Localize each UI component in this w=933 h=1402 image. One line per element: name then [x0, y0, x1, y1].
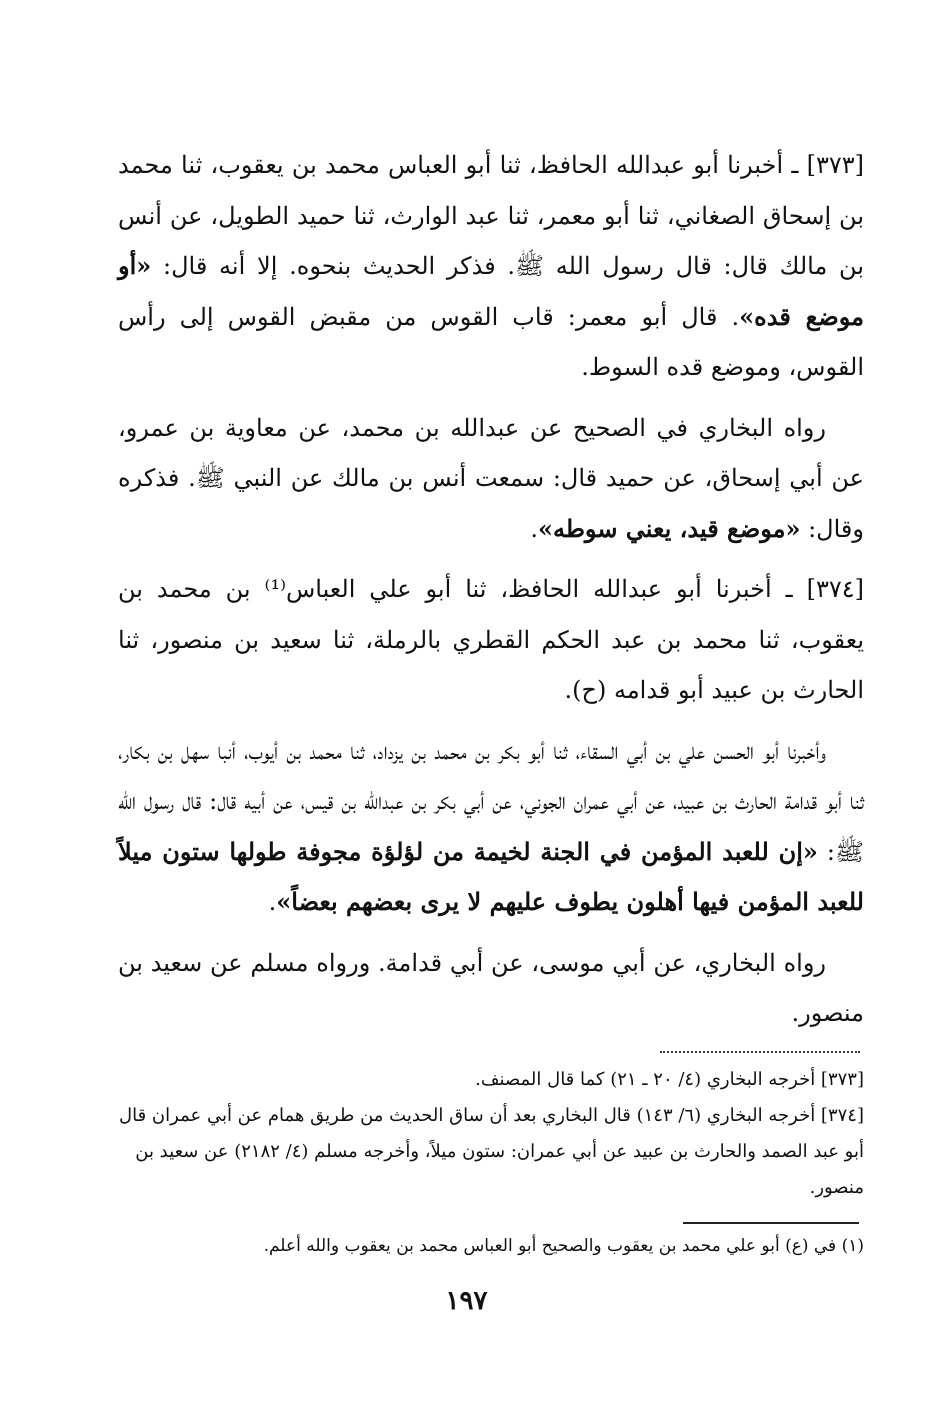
paragraph-p-akhbarana — [118, 726, 864, 928]
text-run: [٣٧٣] ـ أخبرنا أبو عبدالله الحافظ، ثنا أبو العباس محمد بن يعقوب، ثنا محمد بن إسحاق الصغاني، ثنا أبو معمر، ثنا عبد الوارث، ثنا حميد الطويل، عن أنس بن مالك قال: قال رسول الله ﷺ. فذكر الحديث بنحوه. إلا أنه قال: — [118, 151, 865, 280]
footnotes — [118, 1062, 864, 1206]
margin-note: (١) في (ع) أبو علي محمد بن يعقوب والصحيح أبو العباس محمد بن يعقوب والله أعلم. — [263, 1236, 864, 1256]
page-number: ١٩٧ — [445, 1286, 488, 1316]
main-text — [118, 140, 864, 1049]
paragraph-p-bukhari-2 — [118, 938, 864, 1039]
text-run: . قال أبو معمر: قاب القوس من مقبض القوس إلى رأس القوس، وموضع قده السوط. — [118, 302, 864, 381]
hadith-quote: «أو موضع قده» — [118, 251, 865, 331]
text-run: . — [530, 514, 538, 543]
footnote-374: [٣٧٤] أخرجه البخاري (٦/ ١٤٣) قال البخاري بعد أن ساق الحديث من طريق همام عن أبي عمران قال أبو عبد الصمد والحارث بن عبيد عن أبي عمران: ستون ميلاً، وأخرجه مسلم (٤/ ٢١٨٢) عن سعيد بن منصور. — [119, 1105, 864, 1198]
paragraph-p373 — [118, 140, 864, 393]
text-run: وأخبرنا أبو الحسن علي بن أبي السقاء، ثنا أبو بكر بن محمد بن يزداد، ثنا محمد بن أيوب، أنبا سهل بن بكار، ثنا أبو قدامة الحارث بن عبيد، عن أبي عمران الجوني، عن أبي بكر بن عبدالله بن قيس، عن أبيه قال: قال رسول الله ﷺ: — [118, 736, 864, 866]
text-run: رواه البخاري، عن أبي موسى، عن أبي قدامة. ورواه مسلم عن سعيد بن منصور. — [118, 948, 864, 1027]
text-run: . — [268, 888, 277, 916]
note-separator — [683, 1222, 859, 1224]
footnote-separator — [660, 1051, 860, 1053]
hadith-quote: «إن للعبد المؤمن في الجنة لخيمة من لؤلؤة مجوفة طولها ستون ميلاً للعبد المؤمن فيها أهلون يطوف عليهم لا يرى بعضهم بعضاً» — [118, 836, 864, 916]
text-run: رواه البخاري في الصحيح عن عبدالله بن محمد، عن معاوية بن عمرو، عن أبي إسحاق، عن حميد قال: سمعت أنس بن مالك عن النبي ﷺ. فذكره وقال: — [118, 413, 864, 543]
text-run: [٣٧٤] ـ أخبرنا أبو عبدالله الحافظ، ثنا أبو علي العباس⁽¹⁾ بن محمد بن يعقوب، ثنا محمد بن عبد الحكم القطري بالرملة، ثنا سعيد بن منصور، ثنا الحارث بن عبيد أبو قدامه (ح). — [118, 575, 864, 704]
paragraph-p-bukhari-1 — [118, 403, 864, 555]
paragraph-p374 — [118, 564, 864, 716]
hadith-quote: «موضع قيد، يعني سوطه» — [537, 513, 801, 543]
footnote-373: [٣٧٣] أخرجه البخاري (٤/ ٢٠ ـ ٢١) كما قال المصنف. — [475, 1069, 864, 1090]
